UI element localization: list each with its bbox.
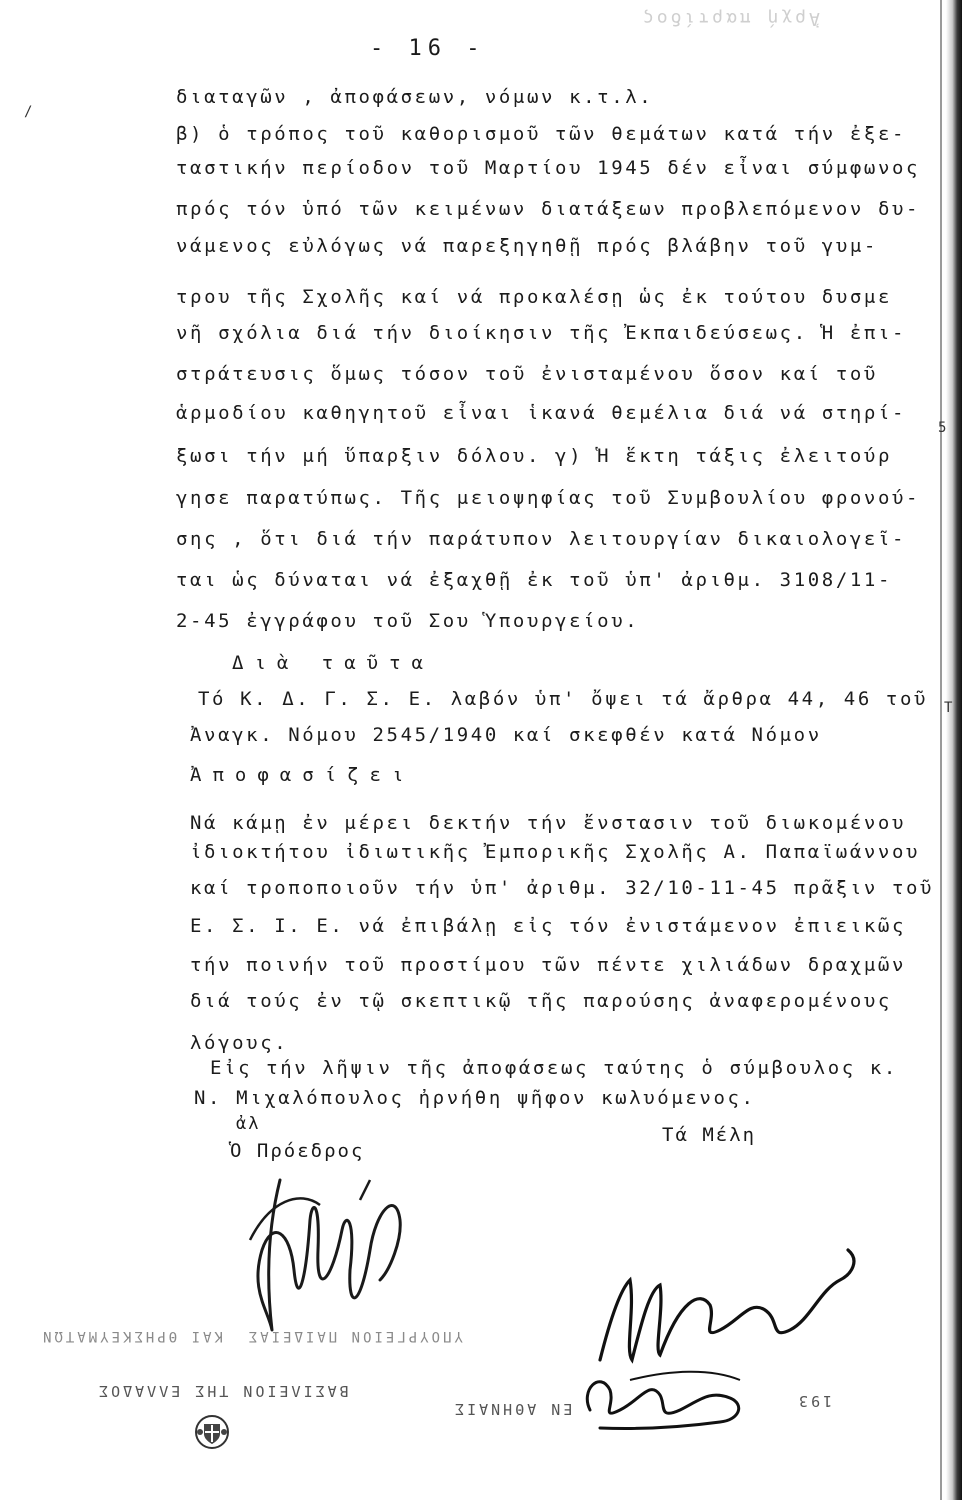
faded-stamp-line: ΥΠΟΥΡΓΕΙΟΝ ΠΑΙΔΕΙΑΣ ΚΑΙ ΘΡΗΣΚΕΥΜΑΤΩΝ xyxy=(40,1328,463,1344)
section-heading-dia-tauta: Διὰ ταῦτα xyxy=(232,652,434,674)
page-number: - 16 - xyxy=(370,36,486,61)
text-line: γησε παρατύπως. Τῆς μειοψηφίας τοῦ Συμβουλίου φρονού- xyxy=(176,487,921,509)
text-line: πρός τόν ὑπό τῶν κειμένων διατάξεων προβλεπόμενον δυ- xyxy=(176,198,921,220)
text-line: β) ὁ τρόπος τοῦ καθορισμοῦ τῶν θεμάτων κατά τήν ἐξε- xyxy=(176,123,907,145)
text-line: Εἰς τήν λῆψιν τῆς ἀποφάσεως ταύτης ὁ σύμβουλος κ. xyxy=(210,1057,898,1079)
location-stamp: ΕΝ ΑΘΗΝΑΙΣ xyxy=(452,1400,573,1418)
member-signature-2 xyxy=(570,1350,770,1440)
text-line: ται ὡς δύναται νά ἐξαχθῇ ἐκ τοῦ ὑπ' ἀριθμ. 3108/11- xyxy=(176,569,892,591)
president-label: Ὁ Πρόεδρος xyxy=(230,1140,365,1162)
text-line: τήν ποινήν τοῦ προστίμου τῶν πέντε χιλιάδων δραχμῶν xyxy=(190,954,906,976)
text-line: Τό Κ. Δ. Γ. Σ. Ε. λαβόν ὑπ' ὄψει τά ἄρθρα 44, 46 τοῦ xyxy=(198,688,929,710)
margin-mark: / xyxy=(24,104,33,120)
text-line: σης , ὅτι διά τήν παράτυπον λειτουργίαν δικαιολογεῖ- xyxy=(176,528,907,550)
president-signature xyxy=(210,1160,430,1350)
text-line: νῆ σχόλια διά τήν διοίκησιν τῆς Ἐκπαιδεύσεως. Ἡ ἐπι- xyxy=(176,322,907,344)
text-line: ἰδιοκτήτου ἰδιωτικῆς Ἐμπορικῆς Σχολῆς Α. Παπαϊωάννου xyxy=(190,841,921,863)
text-line: στράτευσις ὅμως τόσον τοῦ ἐνισταμένου ὅσον καί τοῦ xyxy=(176,363,878,385)
page-edge xyxy=(946,0,962,1500)
bleed-through-text: Ἀρχή παρτίδος xyxy=(640,8,820,29)
text-line: ἁρμοδίου καθηγητοῦ εἶναι ἱκανά θεμέλια διά νά στηρί- xyxy=(176,402,907,424)
margin-mark: 5 xyxy=(938,420,947,436)
coat-of-arms-seal-icon xyxy=(192,1412,232,1452)
text-line: νάμενος εὐλόγως νά παρεξηγηθῇ πρός βλάβην τοῦ γυμ- xyxy=(176,235,878,257)
text-line: Ν. Μιχαλόπουλος ἠρνήθη ψῆφον κωλυόμενος. xyxy=(194,1087,756,1109)
text-line: διά τούς ἐν τῷ σκεπτικῷ τῆς παρούσης ἀναφερομένους xyxy=(190,990,892,1012)
text-line: Ἀναγκ. Νόμου 2545/1940 καί σκεφθέν κατά Νόμον xyxy=(190,724,822,746)
text-line: καί τροποποιοῦν τήν ὑπ' ἀριθμ. 32/10-11-45 πρᾶξιν τοῦ xyxy=(190,877,935,899)
number-stamp: 193 xyxy=(796,1392,833,1410)
text-line: Ε. Σ. Ι. Ε. νά ἐπιβάλῃ εἰς τόν ἐνιστάμενον ἐπιεικῶς xyxy=(190,915,906,937)
section-heading-apofasizei: Ἀποφασίζει xyxy=(190,764,415,786)
text-line: Νά κάμῃ ἐν μέρει δεκτήν τήν ἔνστασιν τοῦ διωκομένου xyxy=(190,812,906,834)
text-line: 2-45 ἐγγράφου τοῦ Σου Ὑπουργείου. xyxy=(176,610,640,632)
text-line: ταστικήν περίοδον τοῦ Μαρτίου 1945 δέν εἶναι σύμφωνος xyxy=(176,157,921,179)
text-line: ξωσι τήν μή ὕπαρξιν δόλου. γ) Ἡ ἕκτη τάξις ἐλειτούρ xyxy=(176,445,892,467)
text-line: διαταγῶν , ἀποφάσεων, νόμων κ.τ.λ. xyxy=(176,86,654,108)
text-line: τρου τῆς Σχολῆς καί νά προκαλέσῃ ὡς ἐκ τούτου δυσμε xyxy=(176,286,892,308)
kingdom-stamp: ΒΑΣΙΛΕΙΟΝ ΤΗΣ ΕΛΛΑΔΟΣ xyxy=(96,1382,349,1400)
members-label: Τά Μέλη xyxy=(662,1124,757,1146)
margin-mark: T xyxy=(944,700,953,716)
page-edge-shadow xyxy=(940,0,942,1500)
text-line: λόγους. xyxy=(190,1032,289,1054)
president-abbrev: ἀλ xyxy=(236,1114,261,1134)
